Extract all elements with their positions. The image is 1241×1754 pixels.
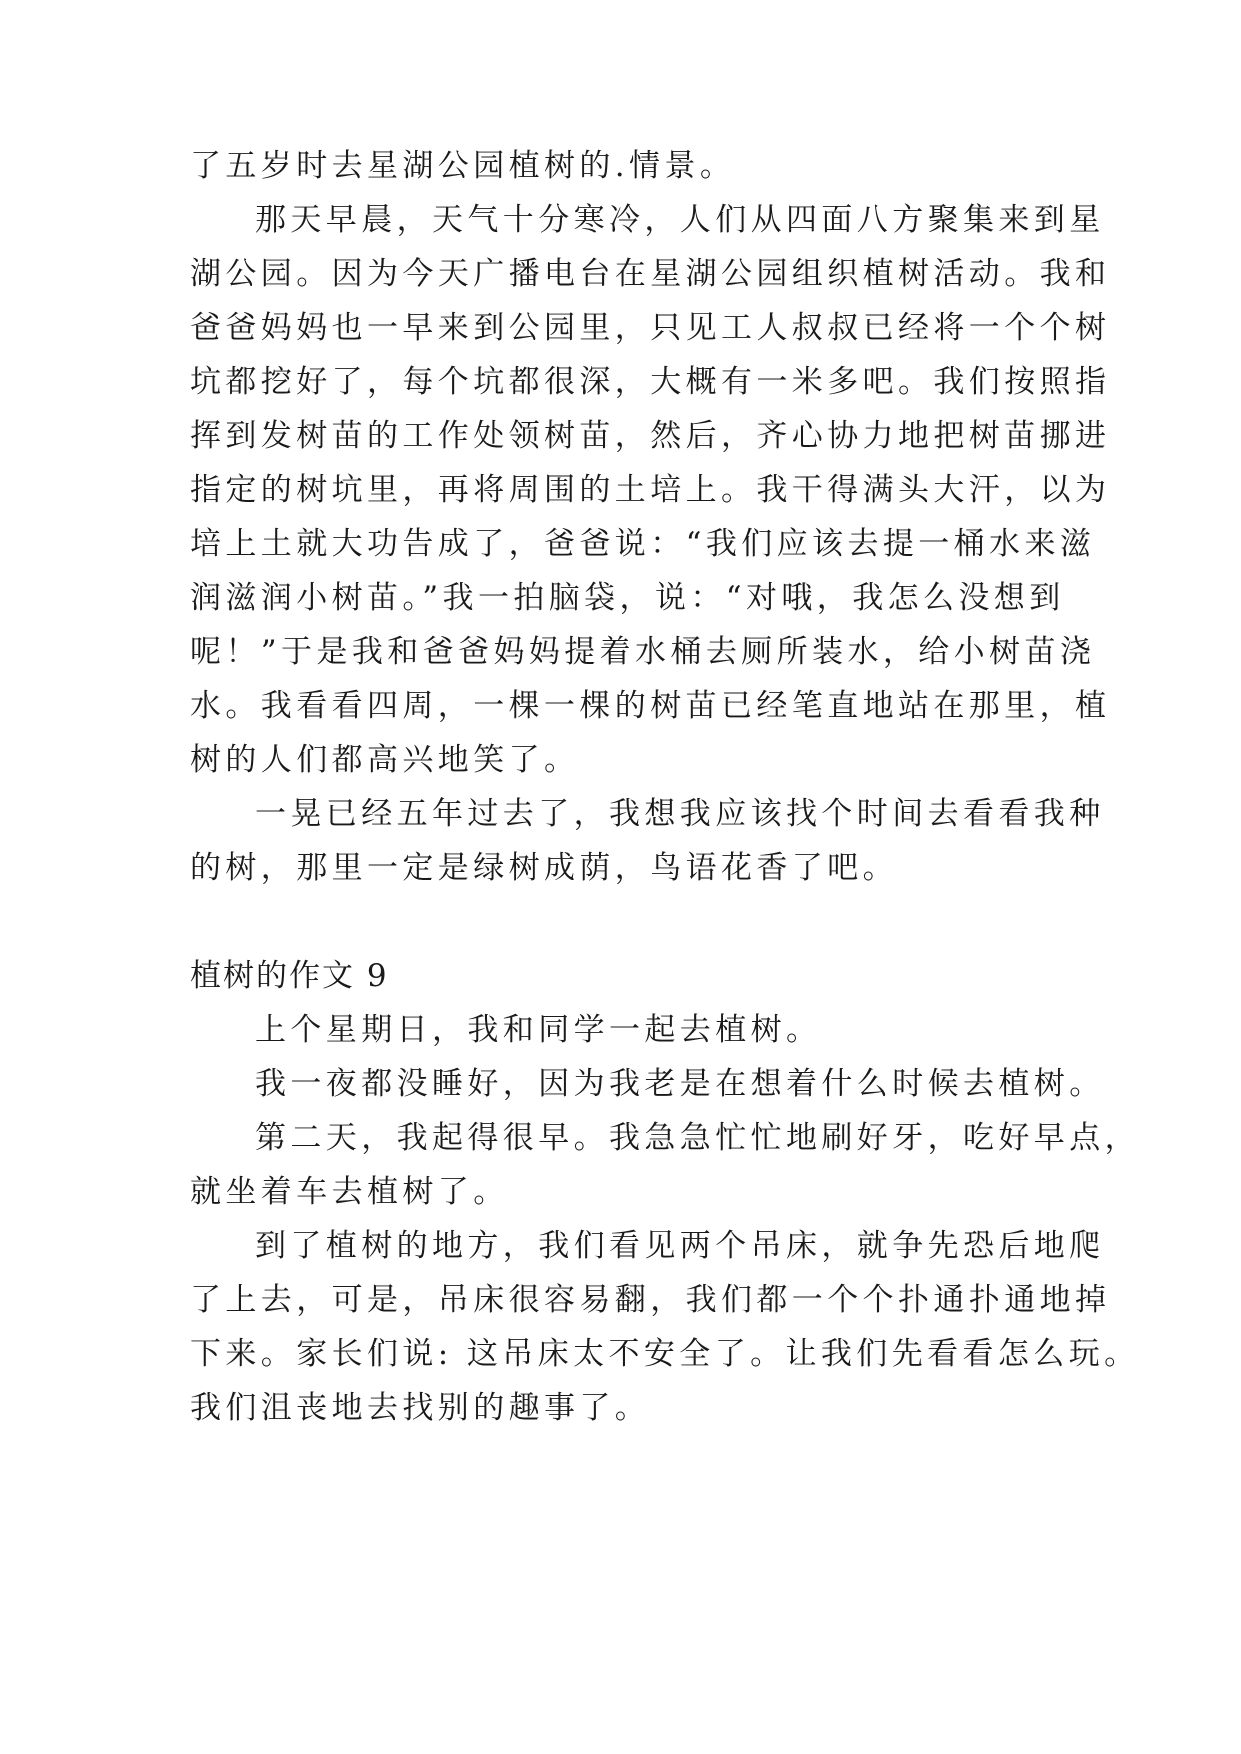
text-line: 了五岁时去星湖公园植树的.情景。 bbox=[190, 148, 736, 184]
paragraph-first-line: 我一夜都没睡好，因为我老是在想着什么时候去植树。 bbox=[255, 1066, 1105, 1102]
text-line: 我们沮丧地去找别的趣事了。 bbox=[190, 1390, 651, 1426]
paragraph-first-line: 到了植树的地方，我们看见两个吊床，就争先恐后地爬 bbox=[255, 1228, 1105, 1264]
text-line: 湖公园。因为今天广播电台在星湖公园组织植树活动。我和 bbox=[190, 256, 1111, 292]
paragraph-first-line: 一晃已经五年过去了，我想我应该找个时间去看看我种 bbox=[255, 796, 1105, 832]
text-line: 指定的树坑里，再将周围的土培上。我干得满头大汗，以为 bbox=[190, 472, 1111, 508]
text-line: 就坐着车去植树了。 bbox=[190, 1174, 509, 1210]
text-line: 坑都挖好了，每个坑都很深，大概有一米多吧。我们按照指 bbox=[190, 364, 1111, 400]
text-line: 爸爸妈妈也一早来到公园里，只见工人叔叔已经将一个个树 bbox=[190, 310, 1111, 346]
paragraph-first-line: 那天早晨，天气十分寒冷，人们从四面八方聚集来到星 bbox=[255, 202, 1105, 238]
section-heading: 植树的作文 9 bbox=[190, 958, 389, 994]
paragraph-first-line: 上个星期日，我和同学一起去植树。 bbox=[255, 1012, 822, 1048]
text-line: 水。我看看四周，一棵一棵的树苗已经笔直地站在那里，植 bbox=[190, 688, 1111, 724]
text-line: 挥到发树苗的工作处领树苗，然后，齐心协力地把树苗挪进 bbox=[190, 418, 1111, 454]
text-line: 树的人们都高兴地笑了。 bbox=[190, 742, 580, 778]
text-line: 润滋润小树苗。”我一拍脑袋，说：“对哦，我怎么没想到 bbox=[190, 580, 1065, 616]
paragraph-first-line: 第二天，我起得很早。我急急忙忙地刷好牙，吃好早点， bbox=[255, 1120, 1140, 1156]
text-line: 下来。家长们说: 这吊床太不安全了。让我们先看看怎么玩。 bbox=[190, 1336, 1140, 1372]
text-line: 培上土就大功告成了，爸爸说：“我们应该去提一桶水来滋 bbox=[190, 526, 1096, 562]
text-line: 了上去，可是，吊床很容易翻，我们都一个个扑通扑通地掉 bbox=[190, 1282, 1111, 1318]
text-line: 呢！”于是我和爸爸妈妈提着水桶去厕所装水，给小树苗浇 bbox=[190, 634, 1096, 670]
text-line: 的树，那里一定是绿树成荫，鸟语花香了吧。 bbox=[190, 850, 898, 886]
